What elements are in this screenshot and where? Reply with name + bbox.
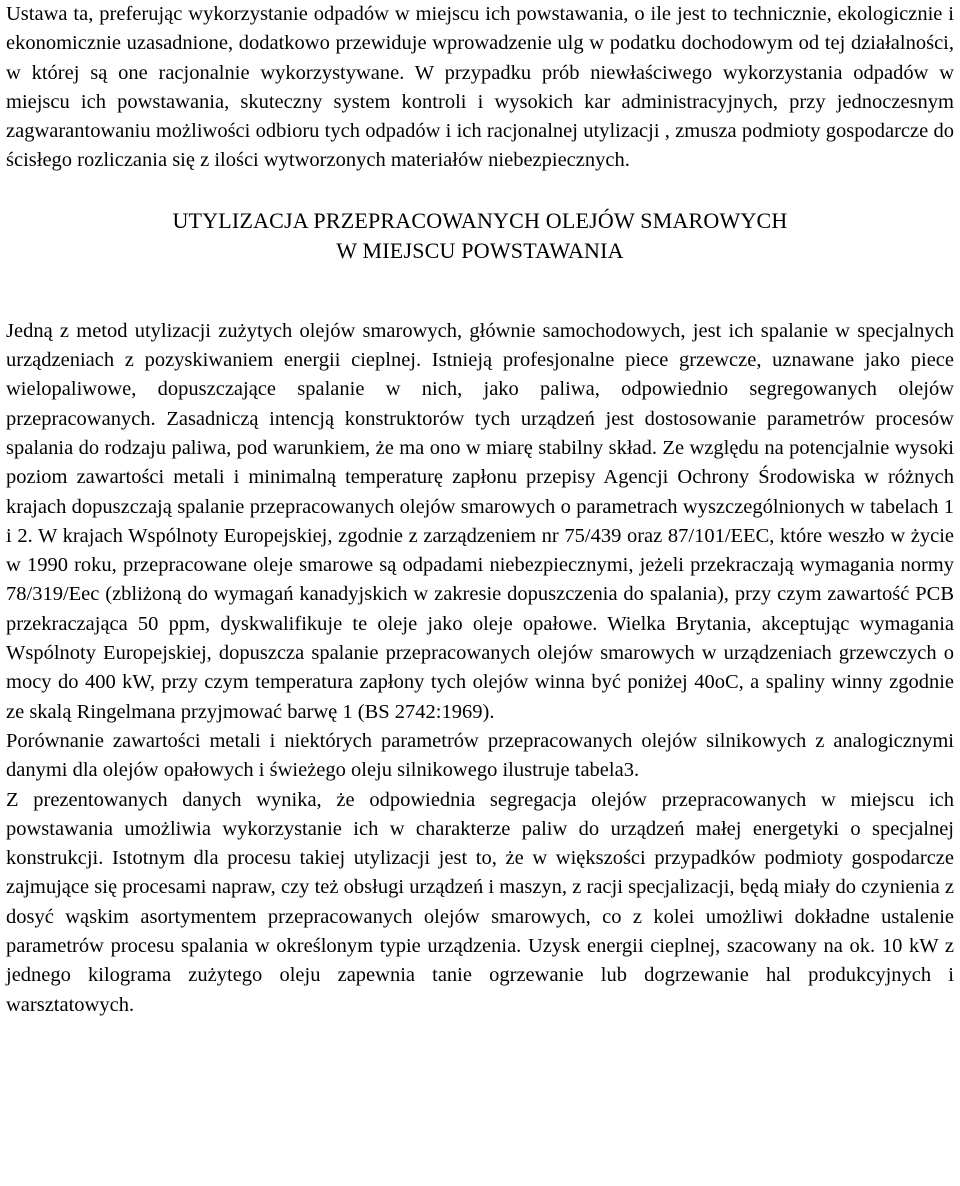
intro-paragraph: Ustawa ta, preferując wykorzystanie odpadów w miejscu ich powstawania, o ile jest to technicznie, ekologicznie i ekonomicznie uzasadnione, dodatkowo przewiduje wprowadzenie ulg w podatku dochodowym od tej działalności, w której są one racjonalnie wykorzystywane. W przypadku prób niewłaściwego wykorzystania odpadów w miejscu ich powstawania, skuteczny system kontroli i wysokich kar administracyjnych, przy jednoczesnym zagwarantowaniu możliwości odbioru tych odpadów i ich racjonalnej utylizacji , zmusza podmioty gospodarcze do ścisłego rozliczania się z ilości wytworzonych materiałów niebezpiecznych.	[6, 3, 954, 172]
comparison-paragraph: Porównanie zawartości metali i niektórych parametrów przepracowanych olejów silnikowych z analogicznymi danymi dla olejów opałowych i świeżego oleju silnikowego ilustruje tabela3.	[6, 729, 954, 782]
conclusion-paragraph: Z prezentowanych danych wynika, że odpowiednia segregacja olejów przepracowanych w miejscu ich powstawania umożliwia wykorzystanie ich w charakterze paliw do urządzeń małej energetyki o specjalnej konstrukcji. Istotnym dla procesu takiej utylizacji jest to, że w większości przypadków podmioty gospodarcze zajmujące się procesami napraw, czy też obsługi urządzeń i maszyn, z racji specjalizacji, będą miały do czynienia z dosyć wąskim asortymentem przepracowanych olejów smarowych, co z kolei umożliwi dokładne ustalenie parametrów procesu spalania w określonym typie urządzenia. Uzysk energii cieplnej, szacowany na ok. 10 kW z jednego kilograma zużytego oleju zapewnia tanie ogrzewanie lub dogrzewanie hal produkcyjnych i warsztatowych.	[6, 788, 954, 1016]
section-heading-line-1: UTYLIZACJA PRZEPRACOWANYCH OLEJÓW SMAROWYCH	[172, 207, 788, 233]
section-heading	[6, 206, 954, 266]
section-body	[6, 317, 954, 1020]
main-paragraph: Jedną z metod utylizacji zużytych olejów smarowych, głównie samochodowych, jest ich spalanie w specjalnych urządzeniach z pozyskiwaniem energii cieplnej. Istnieją profesjonalne piece grzewcze, uznawane jako piece wielopaliwowe, dopuszczające spalanie w nich, jako paliwa, odpowiednio segregowanych olejów przepracowanych. Zasadniczą intencją konstruktorów tych urządzeń jest dostosowanie parametrów procesów spalania do rodzaju paliwa, pod warunkiem, że ma ono w miarę stabilny skład. Ze względu na potencjalnie wysoki poziom zawartości metali i minimalną temperaturę zapłonu przepisy Agencji Ochrony Środowiska w różnych krajach dopuszczają spalanie przepracowanych olejów smarowych o parametrach wyszczególnionych w tabelach 1 i 2. W krajach Wspólnoty Europejskiej, zgodnie z zarządzeniem nr 75/439 oraz 87/101/EEC, które weszło w życie w 1990 roku, przepracowane oleje smarowe są odpadami niebezpiecznymi, jeżeli przekraczają wymagania normy 78/319/Eec (zbliżoną do wymagań kanadyjskich w zakresie dopuszczenia do spalania), przy czym zawartość PCB przekraczająca 50 ppm, dyskwalifikuje te oleje jako oleje opałowe. Wielka Brytania, akceptując wymagania Wspólnoty Europejskiej, dopuszcza spalanie przepracowanych olejów smarowych w urządzeniach grzewczych o mocy do 400 kW, przy czym temperatura zapłony tych olejów winna być poniżej 40oC, a spaliny winny zgodnie ze skalą Ringelmana przyjmować barwę 1 (BS 2742:1969).	[6, 319, 954, 723]
section-heading-line-2: W MIEJSCU POWSTAWANIA	[336, 237, 624, 263]
